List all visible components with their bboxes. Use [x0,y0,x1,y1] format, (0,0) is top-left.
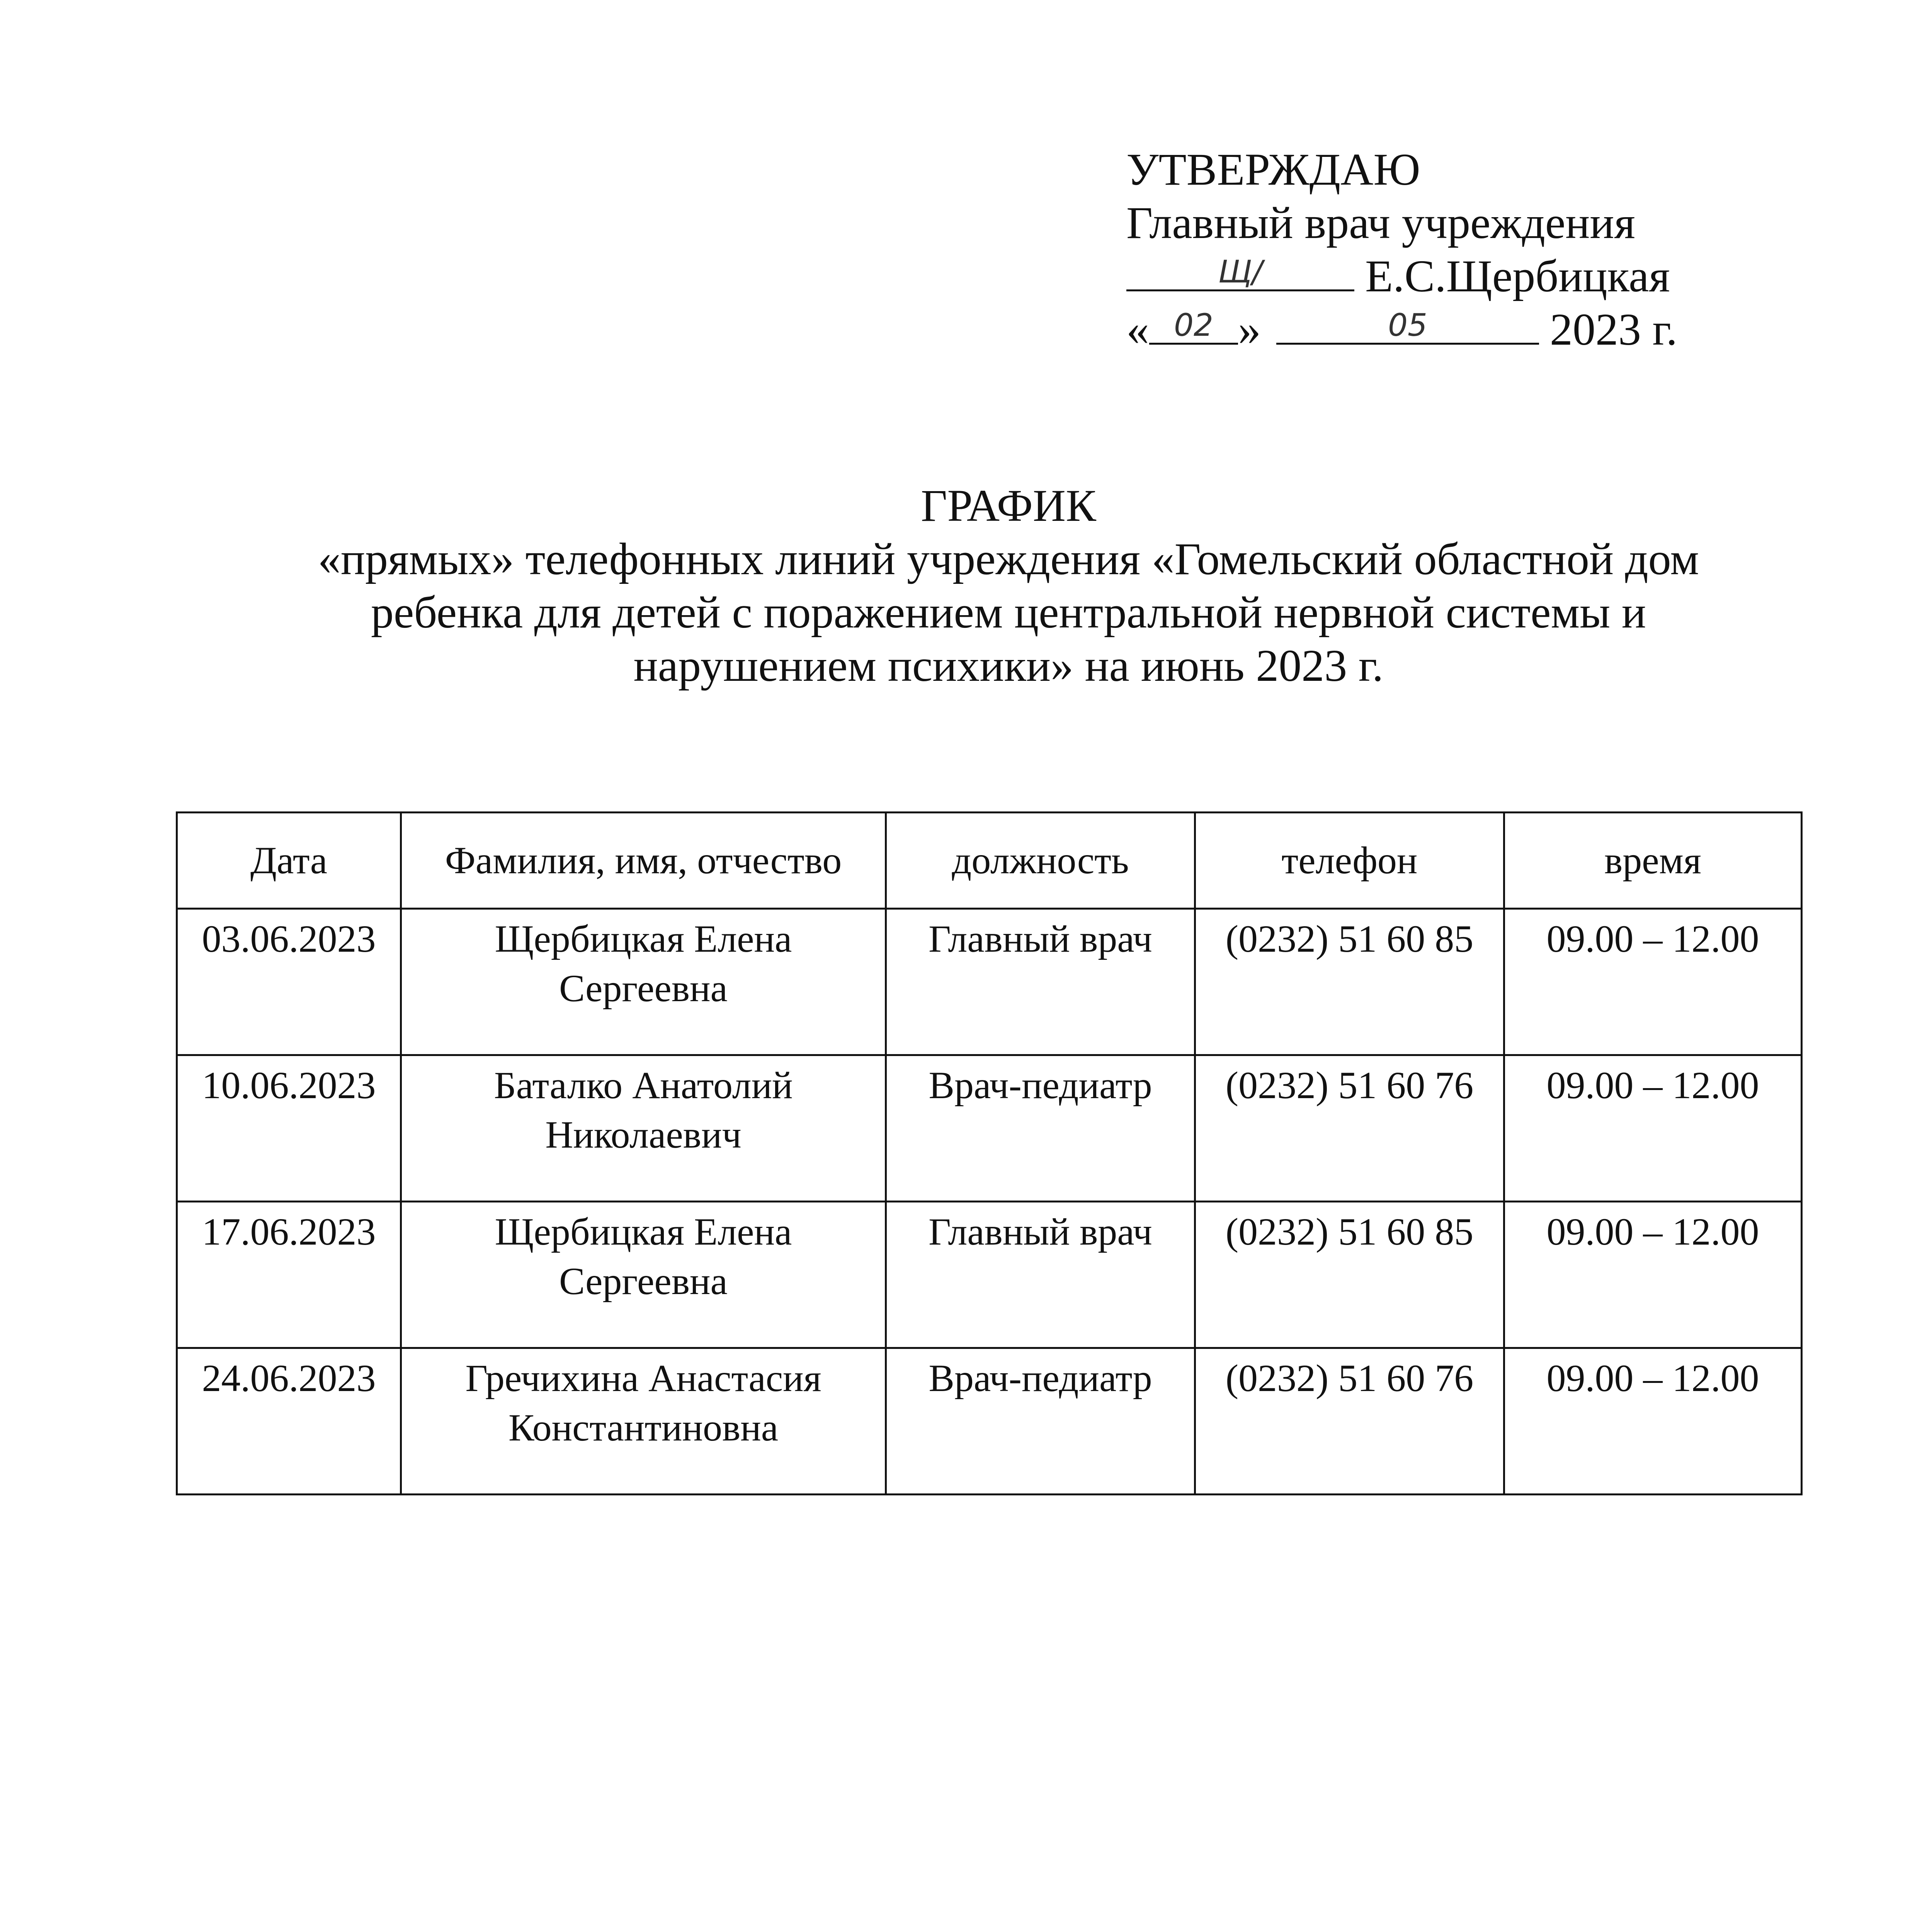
handwritten-signature: Щ/ [1218,254,1263,290]
header-time: время [1504,813,1802,909]
name-line-1: Щербицкая Елена [495,1210,792,1253]
cell-name [401,1348,886,1495]
cell-date: 24.06.2023 [177,1348,401,1495]
cell-time: 09.00 – 12.00 [1504,1348,1802,1495]
table-row [177,909,1802,1055]
day-blank [1149,304,1238,345]
table-row [177,1348,1802,1495]
title-heading: ГРАФИК [921,480,1096,531]
table-header-row [177,813,1802,909]
cell-date: 17.06.2023 [177,1202,401,1348]
name-line-1: Баталко Анатолий [494,1064,793,1107]
name-line-1: Щербицкая Елена [495,917,792,960]
title-line-2: ребенка для детей с поражением центральной нервной системы и [371,587,1646,638]
approval-signature-line [1126,250,1880,303]
month-blank [1276,304,1539,345]
table-row [177,1202,1802,1348]
cell-phone: (0232) 51 60 76 [1195,1348,1504,1495]
cell-position: Врач-педиатр [886,1348,1195,1495]
quote-close: » [1238,304,1261,355]
signature-blank [1126,251,1354,291]
cell-time: 09.00 – 12.00 [1504,1202,1802,1348]
name-line-2: Сергеевна [559,967,728,1010]
cell-position: Главный врач [886,909,1195,1055]
approval-heading: УТВЕРЖДАЮ [1126,144,1420,195]
approval-year: 2023 г. [1550,304,1678,355]
header-position: должность [886,813,1195,909]
table-row [177,1055,1802,1202]
approval-signer: Е.С.Щербицкая [1365,251,1670,301]
cell-phone: (0232) 51 60 85 [1195,1202,1504,1348]
schedule-table [176,811,1803,1495]
approval-date-line [1126,303,1880,356]
name-line-2: Николаевич [545,1113,742,1156]
cell-name [401,909,886,1055]
handwritten-day: 02 [1174,307,1213,343]
name-line-1: Гречихина Анастасия [465,1357,821,1400]
title-line-3: нарушением психики» на июнь 2023 г. [633,640,1384,691]
cell-name [401,1055,886,1202]
approval-block [1126,143,1880,356]
cell-position: Врач-педиатр [886,1055,1195,1202]
name-line-2: Сергеевна [559,1260,728,1303]
cell-time: 09.00 – 12.00 [1504,909,1802,1055]
header-name: Фамилия, имя, отчество [401,813,886,909]
approval-position: Главный врач учреждения [1126,197,1635,248]
quote-open: « [1126,304,1149,355]
name-line-2: Константиновна [508,1406,779,1449]
header-date: Дата [177,813,401,909]
cell-phone: (0232) 51 60 85 [1195,909,1504,1055]
cell-name [401,1202,886,1348]
handwritten-month: 05 [1388,307,1427,343]
cell-date: 10.06.2023 [177,1055,401,1202]
document-title [232,479,1785,692]
cell-position: Главный врач [886,1202,1195,1348]
cell-phone: (0232) 51 60 76 [1195,1055,1504,1202]
title-line-1: «прямых» телефонных линий учреждения «Гомельский областной дом [318,534,1699,584]
cell-time: 09.00 – 12.00 [1504,1055,1802,1202]
cell-date: 03.06.2023 [177,909,401,1055]
header-phone: телефон [1195,813,1504,909]
